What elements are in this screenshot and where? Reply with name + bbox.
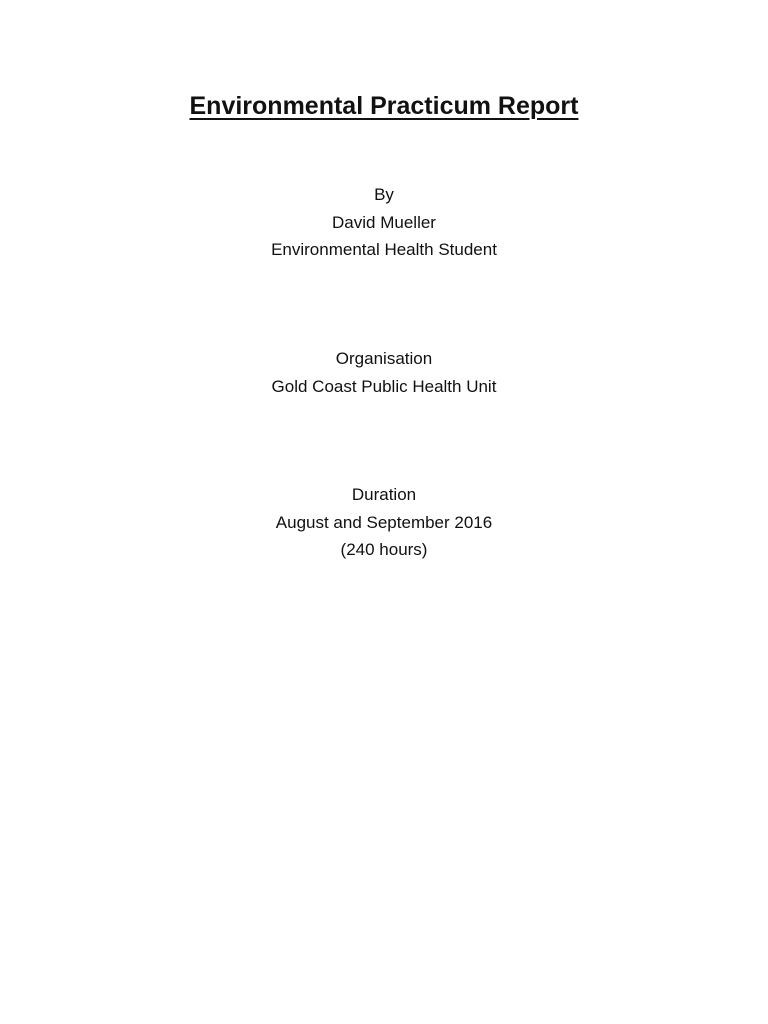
organisation-heading: Organisation <box>335 349 433 368</box>
duration-section <box>0 481 768 564</box>
author-name: David Mueller <box>332 212 436 232</box>
organisation-name: Gold Coast Public Health Unit <box>271 376 497 396</box>
duration-period: August and September 2016 <box>275 512 493 532</box>
author-role: Environmental Health Student <box>271 240 497 259</box>
duration-heading: Duration <box>351 485 417 504</box>
author-section <box>0 181 768 264</box>
duration-hours: (240 hours) <box>340 540 428 559</box>
organisation-section <box>0 345 768 400</box>
by-label: By <box>374 185 394 204</box>
document-title: Environmental Practicum Report <box>189 92 579 120</box>
